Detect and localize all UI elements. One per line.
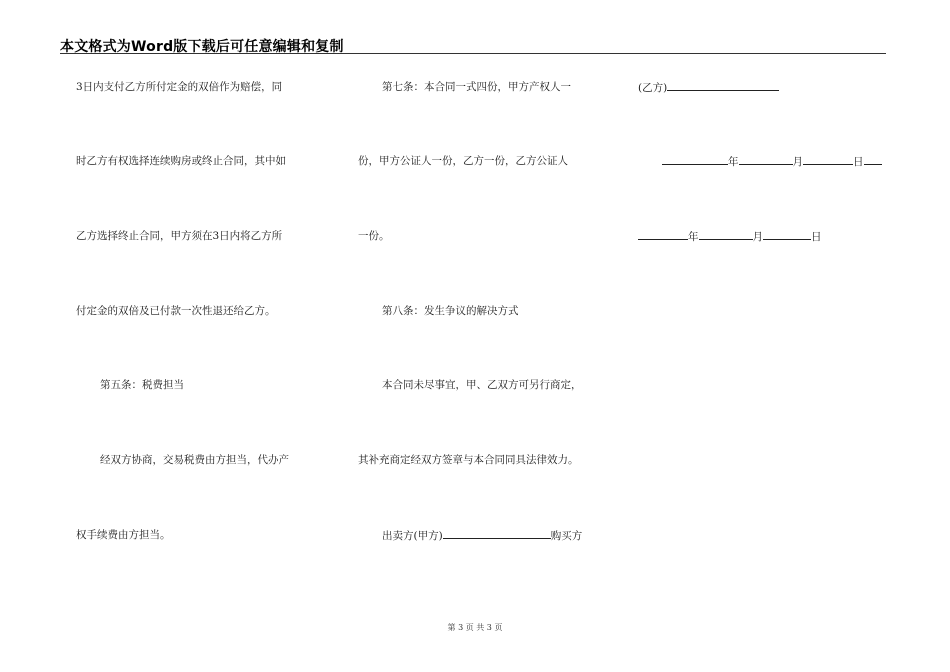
seller-signature-blank (443, 528, 551, 539)
section-7-line-1: 第七条：本合同一式四份，甲方产权人一 (382, 81, 571, 93)
year-blank-2 (638, 229, 688, 240)
day-blank-1 (803, 154, 853, 165)
buyer-label: 购买方 (550, 530, 583, 542)
day-label-1: 日 (853, 156, 864, 168)
page-number-footer: 第 3 页 共 3 页 (447, 623, 503, 632)
year-label-2: 年 (688, 231, 699, 243)
day-blank-2 (763, 229, 811, 240)
month-blank-1 (739, 154, 793, 165)
left-line-6: 经双方协商，交易税费由方担当，代办产 (100, 454, 289, 466)
left-line-4: 付定金的双倍及已付款一次性退还给乙方。 (76, 305, 276, 317)
section-7-line-3: 一份。 (358, 230, 390, 242)
header-divider (60, 53, 886, 54)
month-label-2: 月 (752, 231, 763, 243)
party-b-signature-blank (667, 80, 779, 91)
left-line-2: 时乙方有权选择连续购房或终止合同，其中如 (76, 155, 286, 167)
trailing-blank-1 (864, 154, 882, 165)
date-line-1 (662, 154, 882, 169)
document-header-title: 本文格式为Word版下载后可任意编辑和复制 (60, 39, 344, 55)
month-blank-2 (699, 229, 753, 240)
left-line-1: 3日内支付乙方所付定金的双倍作为赔偿，同 (76, 81, 283, 93)
section-7-line-2: 份，甲方公证人一份，乙方一份，乙方公证人 (358, 155, 568, 167)
signature-line (382, 528, 582, 543)
section-8-heading: 第八条：发生争议的解决方式 (382, 305, 519, 317)
seller-label: 出卖方(甲方) (382, 530, 443, 542)
party-b-line (638, 80, 779, 95)
year-label-1: 年 (728, 156, 739, 168)
day-label-2: 日 (811, 231, 822, 243)
left-line-7: 权手续费由方担当。 (76, 529, 171, 541)
party-b-label: (乙方) (638, 82, 668, 94)
section-8-line-1: 本合同未尽事宜，甲、乙双方可另行商定， (382, 379, 582, 391)
left-line-3: 乙方选择终止合同，甲方须在3日内将乙方所 (76, 230, 283, 242)
month-label-1: 月 (792, 156, 803, 168)
year-blank-1 (662, 154, 728, 165)
section-5-heading: 第五条：税费担当 (100, 379, 184, 391)
section-8-line-2: 其补充商定经双方签章与本合同同具法律效力。 (358, 454, 579, 466)
date-line-2 (638, 229, 822, 244)
